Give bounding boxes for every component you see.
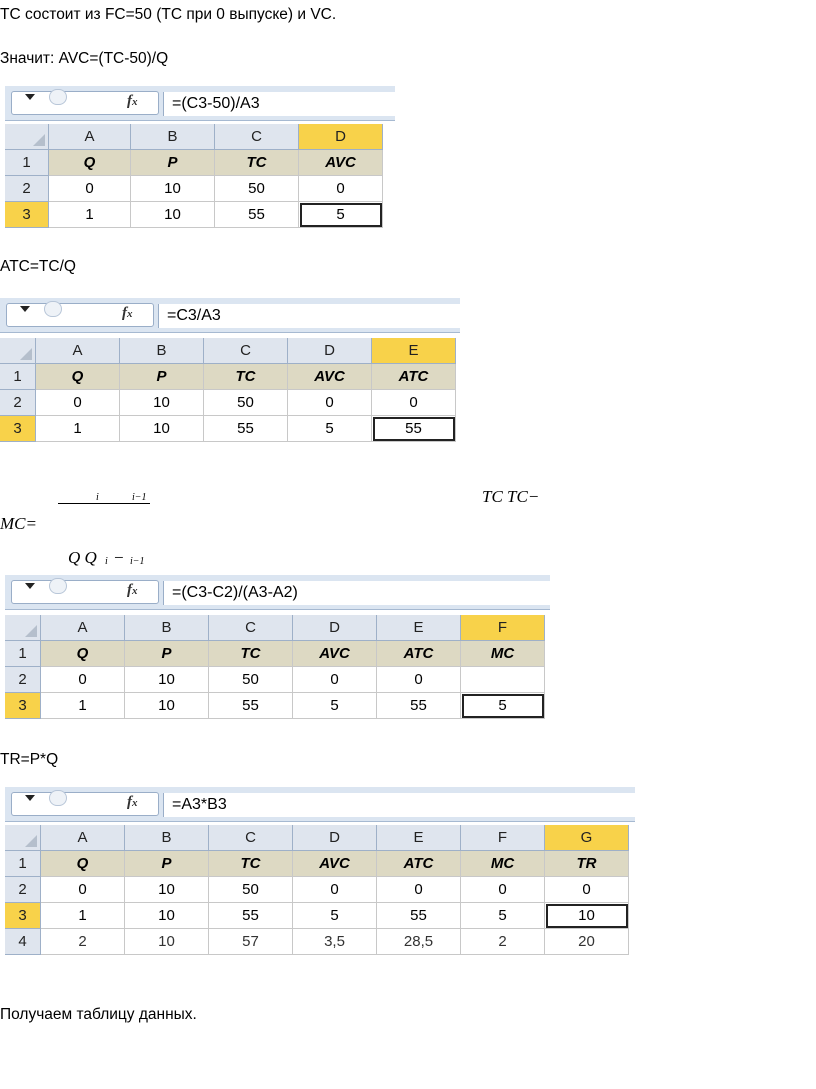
table-header-cell[interactable]: AVC: [288, 364, 372, 390]
column-header[interactable]: B: [131, 124, 215, 150]
table-header-cell[interactable]: Q: [36, 364, 120, 390]
table-cell[interactable]: 28,5: [377, 929, 461, 955]
column-header[interactable]: C: [209, 615, 293, 641]
select-all-corner[interactable]: [5, 124, 49, 150]
row-header[interactable]: 4: [5, 929, 41, 955]
spreadsheet-mc: [5, 575, 550, 730]
table-header-cell[interactable]: P: [131, 150, 215, 176]
text-conclusion: Получаем таблицу данных.: [0, 1006, 197, 1023]
table-cell[interactable]: 0: [299, 176, 383, 202]
scroll-handle-icon: [49, 790, 67, 806]
scroll-handle-icon: [49, 578, 67, 594]
select-all-corner[interactable]: [0, 338, 36, 364]
column-header[interactable]: E: [377, 615, 461, 641]
column-header[interactable]: A: [41, 615, 125, 641]
table-header-cell[interactable]: TC: [209, 641, 293, 667]
column-header[interactable]: E: [377, 825, 461, 851]
column-header[interactable]: B: [125, 825, 209, 851]
table-cell[interactable]: 5: [461, 903, 545, 929]
column-header[interactable]: A: [41, 825, 125, 851]
table-cell[interactable]: 50: [215, 176, 299, 202]
column-header[interactable]: D: [293, 615, 377, 641]
table-cell[interactable]: 55: [209, 693, 293, 719]
row-header[interactable]: 1: [0, 364, 36, 390]
mc-denominator: Q Q: [68, 548, 97, 567]
table-cell[interactable]: 50: [209, 667, 293, 693]
table-cell[interactable]: 1: [49, 202, 131, 228]
table-header-cell[interactable]: P: [125, 851, 209, 877]
formula-bar: [5, 575, 550, 610]
fx-icon[interactable]: fx: [127, 794, 138, 810]
chevron-down-icon[interactable]: [25, 94, 35, 100]
spreadsheet-avc: [5, 86, 395, 236]
spreadsheet-tr: [5, 787, 635, 950]
table-cell[interactable]: 10: [125, 877, 209, 903]
formula-input[interactable]: =(C3-50)/A3: [163, 92, 395, 116]
table-cell[interactable]: 0: [288, 390, 372, 416]
minus-sign: −: [114, 548, 124, 567]
table-cell[interactable]: 0: [545, 877, 629, 903]
table-header-cell[interactable]: ATC: [377, 851, 461, 877]
table-header-cell[interactable]: ATC: [377, 641, 461, 667]
mc-lhs: MC=: [0, 514, 37, 533]
table-cell[interactable]: 55: [215, 202, 299, 228]
subscript-i-minus-1: i−1: [132, 492, 147, 503]
column-header[interactable]: B: [125, 615, 209, 641]
subscript-i: i: [105, 556, 108, 567]
table-header-cell[interactable]: AVC: [293, 641, 377, 667]
table-cell[interactable]: 55: [204, 416, 288, 442]
table-cell[interactable]: [461, 667, 545, 693]
subscript-i-minus-1: i−1: [130, 556, 145, 567]
table-cell[interactable]: 5: [293, 903, 377, 929]
table-header-cell[interactable]: AVC: [293, 851, 377, 877]
table-header-cell[interactable]: ATC: [372, 364, 456, 390]
column-header-selected[interactable]: G: [545, 825, 629, 851]
chevron-down-icon[interactable]: [20, 306, 30, 312]
column-header[interactable]: F: [461, 825, 545, 851]
row-header-selected[interactable]: 3: [5, 202, 49, 228]
table-header-cell[interactable]: Q: [41, 851, 125, 877]
column-header[interactable]: A: [36, 338, 120, 364]
table-cell[interactable]: 1: [36, 416, 120, 442]
table-header-cell[interactable]: P: [120, 364, 204, 390]
table-cell[interactable]: 57: [209, 929, 293, 955]
column-header-selected[interactable]: E: [372, 338, 456, 364]
column-header[interactable]: C: [215, 124, 299, 150]
scroll-handle-icon: [44, 301, 62, 317]
table-cell[interactable]: 55: [209, 903, 293, 929]
formula-input[interactable]: =A3*B3: [163, 793, 635, 817]
table-cell[interactable]: 0: [293, 667, 377, 693]
table-header-cell[interactable]: AVC: [299, 150, 383, 176]
table-cell[interactable]: 1: [41, 693, 125, 719]
table-header-cell[interactable]: TC: [204, 364, 288, 390]
table-cell[interactable]: 1: [41, 903, 125, 929]
chevron-down-icon[interactable]: [25, 583, 35, 589]
column-header[interactable]: D: [293, 825, 377, 851]
row-header[interactable]: 2: [5, 877, 41, 903]
column-header[interactable]: C: [209, 825, 293, 851]
column-header[interactable]: D: [288, 338, 372, 364]
table-header-cell[interactable]: TR: [545, 851, 629, 877]
table-cell[interactable]: 20: [545, 929, 629, 955]
formula-input[interactable]: =C3/A3: [158, 304, 460, 328]
table-cell[interactable]: 10: [125, 667, 209, 693]
table-header-cell[interactable]: Q: [41, 641, 125, 667]
table-header-cell[interactable]: TC: [209, 851, 293, 877]
row-header[interactable]: 1: [5, 150, 49, 176]
fx-icon[interactable]: fx: [127, 93, 138, 109]
column-header-selected[interactable]: D: [299, 124, 383, 150]
column-header[interactable]: B: [120, 338, 204, 364]
text-avc-formula: Значит: AVC=(TC-50)/Q: [0, 50, 169, 67]
row-header-selected[interactable]: 3: [0, 416, 36, 442]
table-cell[interactable]: 0: [461, 877, 545, 903]
table-cell[interactable]: 55: [377, 903, 461, 929]
table-cell[interactable]: 0: [41, 877, 125, 903]
table-cell[interactable]: 3,5: [293, 929, 377, 955]
row-header-selected[interactable]: 3: [5, 903, 41, 929]
select-all-corner[interactable]: [5, 615, 41, 641]
table-cell[interactable]: 10: [125, 693, 209, 719]
mc-numerator: TC TC−: [482, 487, 540, 506]
table-cell[interactable]: 0: [36, 390, 120, 416]
table-header-cell[interactable]: Q: [49, 150, 131, 176]
table-cell[interactable]: 10: [120, 416, 204, 442]
column-header[interactable]: C: [204, 338, 288, 364]
formula-bar: [5, 86, 395, 121]
row-header-selected[interactable]: 3: [5, 693, 41, 719]
table-cell[interactable]: 10: [120, 390, 204, 416]
table-cell[interactable]: 10: [131, 202, 215, 228]
text-fc-vc: ТС состоит из FC=50 (ТС при 0 выпуске) и VC.: [0, 6, 337, 23]
active-cell[interactable]: 5: [461, 693, 545, 719]
table-cell[interactable]: 55: [377, 693, 461, 719]
chevron-down-icon[interactable]: [25, 795, 35, 801]
column-header[interactable]: A: [49, 124, 131, 150]
row-header[interactable]: 1: [5, 641, 41, 667]
row-header[interactable]: 2: [5, 176, 49, 202]
active-cell[interactable]: 5: [299, 202, 383, 228]
fx-icon[interactable]: fx: [122, 305, 133, 321]
active-cell[interactable]: 10: [545, 903, 629, 929]
table-cell[interactable]: 0: [377, 877, 461, 903]
table-cell[interactable]: 5: [293, 693, 377, 719]
table-cell[interactable]: 50: [209, 877, 293, 903]
row-header[interactable]: 1: [5, 851, 41, 877]
column-header-selected[interactable]: F: [461, 615, 545, 641]
table-cell[interactable]: 0: [49, 176, 131, 202]
table-cell[interactable]: 0: [293, 877, 377, 903]
table-cell[interactable]: 10: [131, 176, 215, 202]
formula-input[interactable]: =(C3-C2)/(A3-A2): [163, 581, 550, 605]
table-cell[interactable]: 2: [41, 929, 125, 955]
table-cell[interactable]: 0: [372, 390, 456, 416]
table-header-cell[interactable]: P: [125, 641, 209, 667]
table-cell[interactable]: 10: [125, 929, 209, 955]
formula-bar: [0, 298, 460, 333]
fraction-bar: [58, 503, 150, 504]
spreadsheet-atc: [0, 298, 460, 454]
select-all-corner[interactable]: [5, 825, 41, 851]
formula-bar: [5, 787, 635, 822]
active-cell[interactable]: 55: [372, 416, 456, 442]
table-header-cell[interactable]: TC: [215, 150, 299, 176]
table-cell[interactable]: 50: [204, 390, 288, 416]
fx-icon[interactable]: fx: [127, 582, 138, 598]
table-header-cell[interactable]: MC: [461, 851, 545, 877]
table-cell[interactable]: 10: [125, 903, 209, 929]
row-header[interactable]: 2: [0, 390, 36, 416]
subscript-i: i: [96, 492, 99, 503]
text-atc-formula: ATC=TC/Q: [0, 258, 76, 275]
table-cell[interactable]: 0: [41, 667, 125, 693]
table-cell[interactable]: 2: [461, 929, 545, 955]
text-tr-formula: TR=P*Q: [0, 751, 59, 768]
row-header[interactable]: 2: [5, 667, 41, 693]
table-header-cell[interactable]: MC: [461, 641, 545, 667]
table-cell[interactable]: 0: [377, 667, 461, 693]
table-cell[interactable]: 5: [288, 416, 372, 442]
scroll-handle-icon: [49, 89, 67, 105]
